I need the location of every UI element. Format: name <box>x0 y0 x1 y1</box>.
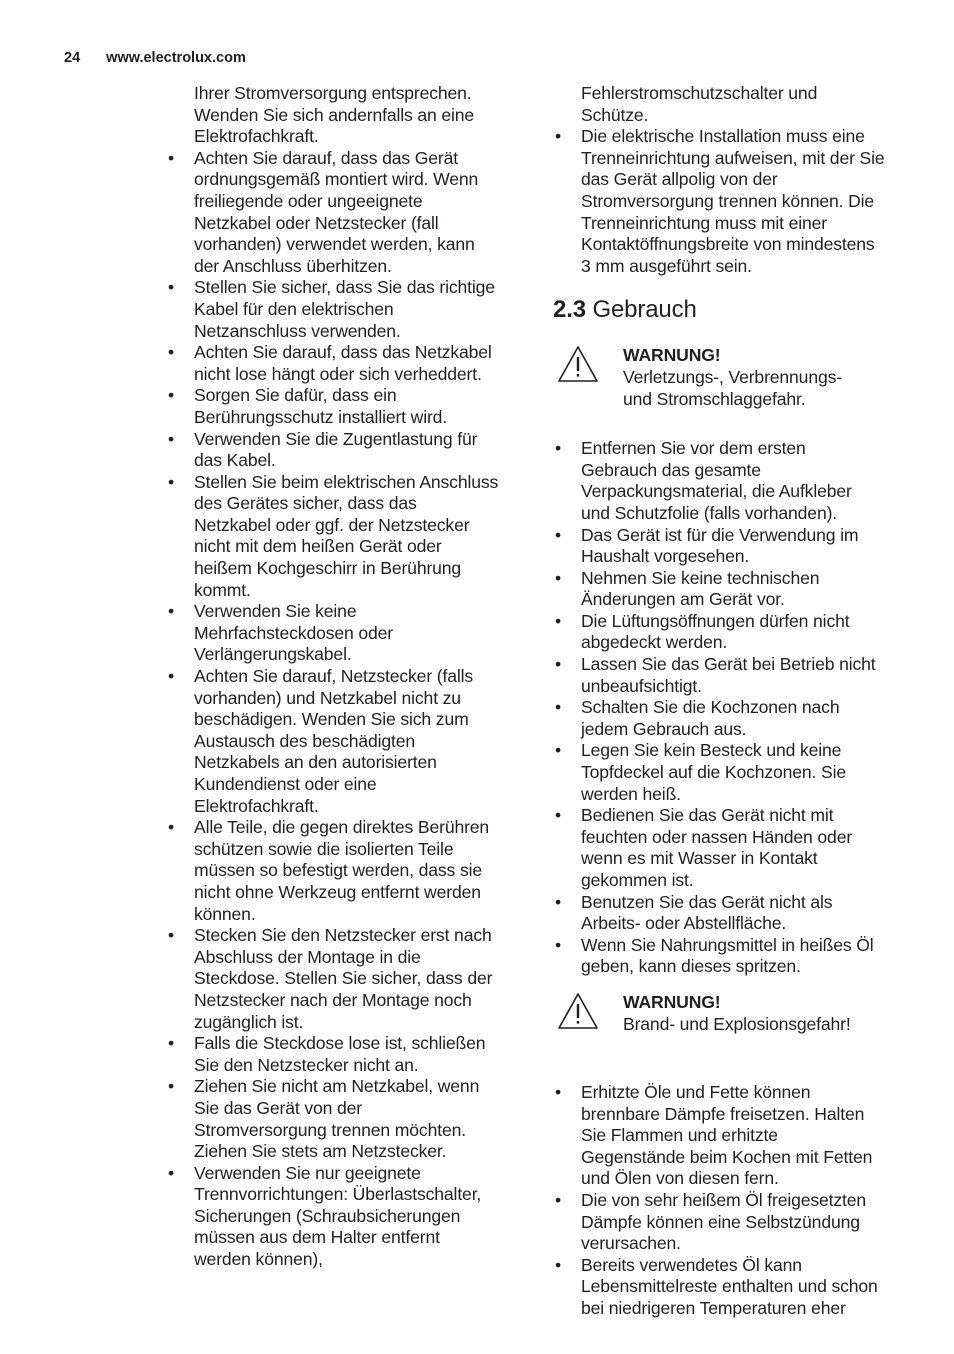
text-line: Kontaktöffnungsbreite von mindestens <box>581 234 875 255</box>
warning-box-2 <box>553 992 915 1054</box>
text-line: verursachen. <box>581 1233 681 1254</box>
list-item-text <box>194 1163 481 1269</box>
text-line: Netzkabels an den autorisierten <box>194 752 437 773</box>
text-line: Erhitzte Öle und Fette können <box>581 1081 811 1102</box>
right-bullet-list-bottom <box>553 1082 915 1320</box>
list-item-text <box>194 666 473 816</box>
text-line: müssen so befestigt werden, dass sie <box>194 860 482 881</box>
text-line: Netzanschluss verwenden. <box>194 320 401 341</box>
text-line: Steckdose. Stellen Sie sicher, dass der <box>194 968 493 989</box>
section-heading <box>553 295 915 325</box>
bullet-icon: • <box>555 805 562 826</box>
text-line: beschädigen. Wenden Sie sich zum <box>194 709 469 730</box>
list-item-text <box>581 1255 878 1318</box>
text-line: Sie den Netzstecker nicht an. <box>194 1054 419 1075</box>
text-line: Brand- und Explosionsgefahr! <box>623 1013 851 1034</box>
text-line: Entfernen Sie vor dem ersten <box>581 438 806 459</box>
website-link[interactable]: www.electrolux.com <box>106 50 246 66</box>
left-column <box>166 83 528 1271</box>
text-line: Nehmen Sie keine technischen <box>581 567 820 588</box>
text-line: Wenden Sie sich andernfalls an eine <box>194 104 475 125</box>
text-line: Netzkabel oder Netzstecker (fall <box>194 212 439 233</box>
text-line: Die elektrische Installation muss eine <box>581 126 865 147</box>
text-line: heißem Kochgeschirr in Berührung <box>194 558 462 579</box>
text-line: Änderungen am Gerät vor. <box>581 589 785 610</box>
warning-text <box>623 1014 915 1036</box>
bullet-icon: • <box>168 277 175 298</box>
list-item-text <box>194 342 492 384</box>
list-item-text <box>581 892 832 934</box>
left-bullet-list <box>166 148 528 1271</box>
list-item <box>553 805 915 891</box>
list-item-text <box>194 277 495 340</box>
text-line: Gebrauch das gesamte <box>581 459 761 480</box>
text-line: Ihrer Stromversorgung entsprechen. <box>194 83 472 103</box>
bullet-icon: • <box>168 342 175 363</box>
list-item-text <box>581 697 839 739</box>
warning-title: WARNUNG! <box>623 345 721 366</box>
right-bullet-list-middle <box>553 438 915 978</box>
list-item <box>166 277 528 342</box>
text-line: Stellen Sie sicher, dass Sie das richtige <box>194 277 495 298</box>
bullet-icon: • <box>555 1081 562 1102</box>
text-line: unbeaufsichtigt. <box>581 675 702 696</box>
text-line: Sie Flammen und erhitzte <box>581 1125 778 1146</box>
list-item <box>553 126 915 277</box>
text-line: und Ölen von diesen fern. <box>581 1168 779 1189</box>
text-line: Benutzen Sie das Gerät nicht als <box>581 891 833 912</box>
text-line: das Gerät allpolig von der <box>581 169 778 190</box>
bullet-icon: • <box>555 654 562 675</box>
bullet-icon: • <box>168 601 175 622</box>
bullet-icon: • <box>555 524 562 545</box>
text-line: Topfdeckel auf die Kochzonen. Sie <box>581 762 847 783</box>
text-line: abgedeckt werden. <box>581 632 728 653</box>
text-line: Verwenden Sie nur geeignete <box>194 1162 421 1183</box>
list-item <box>166 148 528 278</box>
list-item-text <box>581 805 852 890</box>
bullet-icon: • <box>555 697 562 718</box>
warning-triangle-icon <box>557 992 599 1030</box>
text-line: nicht lose hängt oder sich verheddert. <box>194 363 482 384</box>
text-line: gekommen ist. <box>581 870 694 890</box>
text-line: können. <box>194 903 256 924</box>
text-line: Verpackungsmaterial, die Aufkleber <box>581 481 852 502</box>
bullet-icon: • <box>168 1162 175 1183</box>
text-line: vorhanden) und Netzkabel nicht zu <box>194 687 461 708</box>
text-line: Falls die Steckdose lose ist, schließen <box>194 1033 486 1054</box>
list-item-text <box>194 817 489 923</box>
text-line: Sie das Gerät von der <box>194 1097 362 1118</box>
text-line: Achten Sie darauf, Netzstecker (falls <box>194 666 474 687</box>
bullet-icon: • <box>555 740 562 761</box>
section-number: 2.3 <box>553 296 586 324</box>
bullet-icon: • <box>168 817 175 838</box>
text-line: des Gerätes sicher, dass das <box>194 493 417 514</box>
text-line: vorhanden) verwendet werden, kann <box>194 234 475 255</box>
warning-text <box>623 367 915 410</box>
list-item <box>166 1163 528 1271</box>
list-item-text <box>581 568 819 610</box>
text-line: Dämpfe können eine Selbstzündung <box>581 1211 860 1232</box>
list-item-text <box>581 525 858 567</box>
text-line: wenn es mit Wasser in Kontakt <box>581 848 818 869</box>
text-line: Lassen Sie das Gerät bei Betrieb nicht <box>581 654 876 675</box>
list-item-text <box>194 472 498 600</box>
text-line: Netzkabel oder ggf. der Netzstecker <box>194 514 470 535</box>
text-line: brennbare Dämpfe freisetzen. Halten <box>581 1103 865 1124</box>
text-line: Legen Sie kein Besteck und keine <box>581 740 842 761</box>
text-line: Das Gerät ist für die Verwendung im <box>581 524 859 545</box>
text-line: Elektrofachkraft. <box>194 126 319 147</box>
bullet-icon: • <box>168 1076 175 1097</box>
text-line: müssen aus dem Halter entfernt <box>194 1227 440 1248</box>
list-item <box>553 697 915 740</box>
list-item <box>166 601 528 666</box>
list-item <box>166 1033 528 1076</box>
warning-title: WARNUNG! <box>623 991 721 1012</box>
text-line: Stecken Sie den Netzstecker erst nach <box>194 925 492 946</box>
text-line: der Anschluss überhitzen. <box>194 255 392 276</box>
text-line: jedem Gebrauch aus. <box>581 718 747 739</box>
list-item-text <box>194 385 447 427</box>
text-line: freiliegende oder ungeeignete <box>194 190 423 211</box>
text-line: werden heiß. <box>581 783 681 804</box>
text-line: Lebensmittelreste enthalten und schon <box>581 1276 878 1297</box>
list-item <box>553 1255 915 1320</box>
bullet-icon: • <box>168 925 175 946</box>
text-line: das Kabel. <box>194 450 276 471</box>
text-line: Bereits verwendetes Öl kann <box>581 1254 802 1275</box>
text-line: feuchten oder nassen Händen oder <box>581 826 853 847</box>
list-item <box>553 740 915 805</box>
bullet-icon: • <box>555 567 562 588</box>
list-item <box>553 525 915 568</box>
list-item <box>166 666 528 817</box>
text-line: Sicherungen (Schraubsicherungen <box>194 1205 461 1226</box>
list-item-text <box>581 654 876 696</box>
right-bullet-list-top <box>553 126 915 277</box>
list-item <box>166 817 528 925</box>
text-line: bei niedrigeren Temperaturen eher <box>581 1297 846 1318</box>
text-line: Verwenden Sie keine <box>194 601 357 622</box>
list-item-text <box>581 740 846 803</box>
bullet-icon: • <box>168 1033 175 1054</box>
left-intro-paragraph <box>194 83 528 148</box>
text-line: Achten Sie darauf, dass das Gerät <box>194 147 458 168</box>
bullet-icon: • <box>555 891 562 912</box>
text-line: Mehrfachsteckdosen oder <box>194 622 393 643</box>
list-item-text <box>581 611 849 653</box>
text-line: Kabel für den elektrischen <box>194 298 394 319</box>
list-item-text <box>581 438 852 523</box>
list-item-text <box>194 1033 485 1075</box>
list-item <box>166 385 528 428</box>
text-line: Schütze. <box>581 104 649 125</box>
text-line: Elektrofachkraft. <box>194 795 319 816</box>
text-line: Gegenstände beim Kochen mit Fetten <box>581 1146 873 1167</box>
text-line: Stellen Sie beim elektrischen Anschluss <box>194 471 499 492</box>
text-line: Netzstecker nach der Montage noch <box>194 989 472 1010</box>
list-item-text <box>194 1076 479 1161</box>
warning-box-1 <box>553 345 915 410</box>
list-item <box>166 429 528 472</box>
text-line: und Schutzfolie (falls vorhanden). <box>581 502 838 523</box>
text-line: Ziehen Sie nicht am Netzkabel, wenn <box>194 1076 480 1097</box>
text-line: kommt. <box>194 579 251 600</box>
text-line: Kundendienst oder eine <box>194 774 377 794</box>
list-item-text <box>194 429 477 471</box>
bullet-icon: • <box>555 610 562 631</box>
text-line: Austausch des beschädigten <box>194 730 416 751</box>
text-line: Die Lüftungsöffnungen dürfen nicht <box>581 610 850 631</box>
list-item-text <box>581 126 885 276</box>
text-line: Verwenden Sie die Zugentlastung für <box>194 428 478 449</box>
bullet-icon: • <box>555 1254 562 1275</box>
list-item <box>166 1076 528 1162</box>
list-item <box>166 472 528 602</box>
page-number: 24 <box>64 50 81 66</box>
text-line: Trennvorrichtungen: Überlastschalter, <box>194 1184 482 1205</box>
text-line: geben, kann dieses spritzen. <box>581 956 801 977</box>
list-item <box>553 935 915 978</box>
text-line: Verletzungs-, Verbrennungs- <box>623 366 842 387</box>
text-line: Achten Sie darauf, dass das Netzkabel <box>194 342 492 363</box>
text-line: nicht mit dem heißen Gerät oder <box>194 536 442 557</box>
list-item <box>553 1082 915 1190</box>
right-intro-paragraph <box>581 83 915 126</box>
text-line: 3 mm ausgeführt sein. <box>581 255 752 276</box>
list-item <box>553 611 915 654</box>
text-line: Bedienen Sie das Gerät nicht mit <box>581 805 834 826</box>
list-item-text <box>194 148 478 276</box>
right-column <box>553 83 915 1320</box>
text-line: Trenneinrichtung aufweisen, mit der Sie <box>581 147 885 168</box>
list-item <box>166 342 528 385</box>
text-line: Stromversorgung trennen können. Die <box>581 190 875 211</box>
list-item <box>166 925 528 1033</box>
text-line: Trenneinrichtung muss mit einer <box>581 212 828 233</box>
text-line: Berührungsschutz installiert wird. <box>194 406 448 427</box>
text-line: Alle Teile, die gegen direktes Berühren <box>194 817 490 838</box>
text-line: Abschluss der Montage in die <box>194 946 421 967</box>
bullet-icon: • <box>555 438 562 459</box>
bullet-icon: • <box>168 147 175 168</box>
text-line: Verlängerungskabel. <box>194 644 352 665</box>
list-item <box>553 438 915 524</box>
text-line: Haushalt vorgesehen. <box>581 546 750 567</box>
text-line: schützen sowie die isolierten Teile <box>194 838 454 859</box>
text-line: Fehlerstromschutzschalter und <box>581 83 818 103</box>
text-line: Sorgen Sie dafür, dass ein <box>194 385 397 406</box>
page-header <box>64 50 246 66</box>
bullet-icon: • <box>555 126 562 147</box>
bullet-icon: • <box>168 666 175 687</box>
list-item <box>553 654 915 697</box>
bullet-icon: • <box>168 471 175 492</box>
bullet-icon: • <box>555 1189 562 1210</box>
bullet-icon: • <box>168 428 175 449</box>
text-line: Arbeits- oder Abstellfläche. <box>581 913 787 934</box>
text-line: Schalten Sie die Kochzonen nach <box>581 697 840 718</box>
list-item <box>553 1190 915 1255</box>
bullet-icon: • <box>168 385 175 406</box>
text-line: Stromversorgung trennen möchten. <box>194 1119 466 1140</box>
text-line: ordnungsgemäß montiert wird. Wenn <box>194 169 479 190</box>
warning-triangle-icon <box>557 345 599 383</box>
list-item-text <box>194 925 492 1031</box>
list-item-text <box>581 1190 866 1253</box>
bullet-icon: • <box>555 934 562 955</box>
text-line: werden können), <box>194 1249 323 1270</box>
text-line: Ziehen Sie stets am Netzstecker. <box>194 1141 447 1162</box>
text-line: und Stromschlaggefahr. <box>623 388 806 409</box>
list-item-text <box>194 601 393 664</box>
list-item <box>553 568 915 611</box>
text-line: Wenn Sie Nahrungsmittel in heißes Öl <box>581 934 874 955</box>
list-item-text <box>581 1082 872 1188</box>
text-line: zugänglich ist. <box>194 1011 304 1032</box>
list-item-text <box>581 935 874 977</box>
text-line: nicht ohne Werkzeug entfernt werden <box>194 881 481 902</box>
section-title: Gebrauch <box>592 296 697 324</box>
text-line: Die von sehr heißem Öl freigesetzten <box>581 1189 867 1210</box>
list-item <box>553 892 915 935</box>
